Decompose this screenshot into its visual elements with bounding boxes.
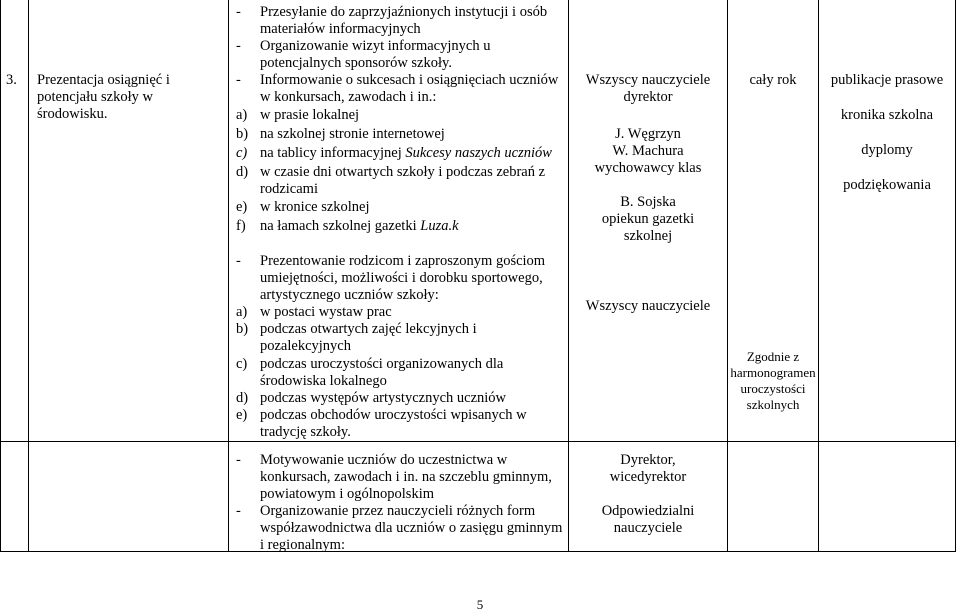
responsible-line: szkolnej — [623, 228, 673, 244]
time-top: cały rok — [749, 72, 797, 88]
output-item: dyplomy — [861, 142, 913, 158]
list-item-cont: konkursach, zawodach i in. na szczeblu gminnym, — [260, 469, 552, 485]
list-item-cont: i regionalnym: — [260, 537, 345, 553]
table-border-left — [0, 0, 1, 552]
task-title-line: środowisku. — [37, 106, 108, 122]
list-item-cont: umiejętności, możliwości i dorobku sportowego, — [260, 270, 543, 286]
list-item-cont: tradycję szkoły. — [260, 424, 351, 440]
responsible-line: W. Machura — [612, 143, 684, 159]
list-item-cont: współzawodnictwa dla uczniów o zasięgu gminnym — [260, 520, 563, 536]
responsible-line: opiekun gazetki — [601, 211, 695, 227]
list-item-cont: środowiska lokalnego — [260, 373, 387, 389]
list-item-cont: powiatowym i ogólnopolskim — [260, 486, 434, 502]
responsible-line: B. Sojska — [620, 194, 676, 210]
task-title-line: Prezentacja osiągnięć i — [37, 72, 170, 88]
time-line: szkolnych — [746, 397, 800, 412]
output-item: publikacje prasowe — [830, 72, 944, 88]
list-item-cont: potencjalnych sponsorów szkoły. — [260, 55, 452, 71]
list-item-cont: pozalekcyjnych — [260, 338, 351, 354]
responsible-line: Dyrektor, — [620, 452, 676, 468]
time-line: Zgodnie z — [746, 349, 800, 364]
responsible-bottom: Wszyscy nauczyciele — [585, 298, 711, 314]
document-page: 3. Prezentacja osiągnięć i potencjału szkoły w środowisku. - Przesyłanie do zaprzyjaźnionych instytucji i osób materiałów informacyjnych - Organizowanie wizyt informacyjnych u potencjalnych sponsorów szkoły. - Informowanie o sukcesach i osiągnięciach uczniów w konkursach, zawodach i in.: a) w prasie lokalnej b) na szkolnej stronie internetowej c) na tablicy informacyjnej Sukcesy naszych uczniów d) w czasie dni otwartych szkoły i podczas zebrań z rodzicami e) w kronice szkolnej f) na łamach szkolnej gazetki Luza.k - Prezentowanie rodzicom i zaproszonym gościom umiejętności, możliwości i dorobku sportowego, artystycznego uczniów szkoły: a) w postaci wystaw prac b) podczas otwartych zajęć lekcyjnych i pozalekcyjnych c) podczas uroczystości organizowanych dla środowiska lokalnego d) podczas występów artystycznych uczniów e) podczas obchodów uroczystości wpisanych w tradycję szkoły. Wszyscy nauczyciele dyrektor J. Węgrzyn W. Machura wychowawcy klas B. Sojska opiekun gazetki szkolnej Wszyscy nauczyciele cały rok Zgodnie z harmonogramen uroczystości szkolnych publikacje prasowe kronika szkolna dyplomy podziękowania - Motywowanie uczniów do uczestnictwa w konkursach, zawodach i in. na szczeblu gminnym, powiatowym i ogólnopolskim - Organizowanie przez nauczycieli różnych form współzawodnictwa dla uczniów o zasięgu gminnym i regionalnym: Dyrektor, wicedyrektor Odpowiedzialni nauczyciele 5 — [0, 0, 960, 612]
responsible-line: Wszyscy nauczyciele — [585, 72, 711, 88]
responsible-line: wicedyrektor — [609, 469, 687, 485]
list-item-cont: materiałów informacyjnych — [260, 21, 421, 37]
col-divider-1 — [28, 0, 29, 552]
row-number: 3. — [6, 72, 17, 88]
table-border-right — [955, 0, 956, 552]
list-item-cont: rodzicami — [260, 181, 318, 197]
table-border-bottom — [0, 551, 956, 552]
output-item: podziękowania — [843, 177, 931, 193]
responsible-line: Odpowiedzialni — [601, 503, 695, 519]
responsible-line: J. Węgrzyn — [615, 126, 681, 142]
responsible-line: nauczyciele — [613, 520, 683, 536]
responsible-line: dyrektor — [623, 89, 673, 105]
row-divider — [0, 441, 956, 442]
col-divider-2 — [228, 0, 229, 552]
list-item-cont: artystycznego uczniów szkoły: — [260, 287, 439, 303]
page-number: 5 — [476, 597, 484, 612]
time-line: harmonogramen — [730, 365, 816, 380]
responsible-line: wychowawcy klas — [594, 160, 702, 176]
list-item-cont: w konkursach, zawodach i in.: — [260, 89, 437, 105]
time-line: uroczystości — [740, 381, 806, 396]
output-item: kronika szkolna — [840, 107, 934, 123]
task-title-line: potencjału szkoły w — [37, 89, 153, 105]
